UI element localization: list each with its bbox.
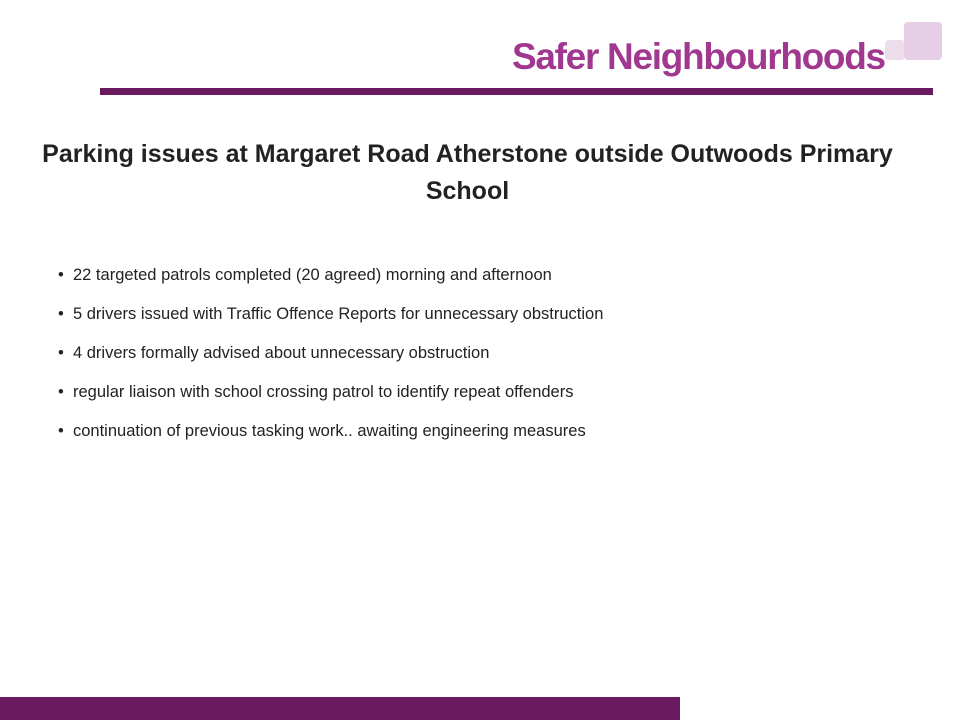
bullet-item [58, 262, 918, 288]
bullet-icon: • [58, 305, 64, 323]
header-divider [100, 88, 933, 95]
bullet-item [58, 301, 918, 327]
bullet-text: continuation of previous tasking work.. awaiting engineering measures [73, 422, 586, 440]
logo-square-small [885, 40, 905, 60]
bullet-item [58, 379, 918, 405]
brand-name: Safer Neighbourhoods [512, 36, 885, 77]
slide-title: Parking issues at Margaret Road Atherstone outside Outwoods Primary School [42, 140, 893, 205]
bullet-icon: • [58, 344, 64, 362]
bullet-list [58, 262, 918, 457]
bullet-text: 22 targeted patrols completed (20 agreed) morning and afternoon [73, 266, 552, 284]
bullet-icon: • [58, 266, 64, 284]
bullet-text: 4 drivers formally advised about unnecessary obstruction [73, 344, 490, 362]
bullet-text: regular liaison with school crossing patrol to identify repeat offenders [73, 383, 574, 401]
bullet-item [58, 418, 918, 444]
bullet-icon: • [58, 422, 64, 440]
bullet-text: 5 drivers issued with Traffic Offence Reports for unnecessary obstruction [73, 305, 604, 323]
logo-square-large [904, 22, 942, 60]
bullet-item [58, 340, 918, 366]
footer-bar [0, 697, 680, 720]
bullet-icon: • [58, 383, 64, 401]
